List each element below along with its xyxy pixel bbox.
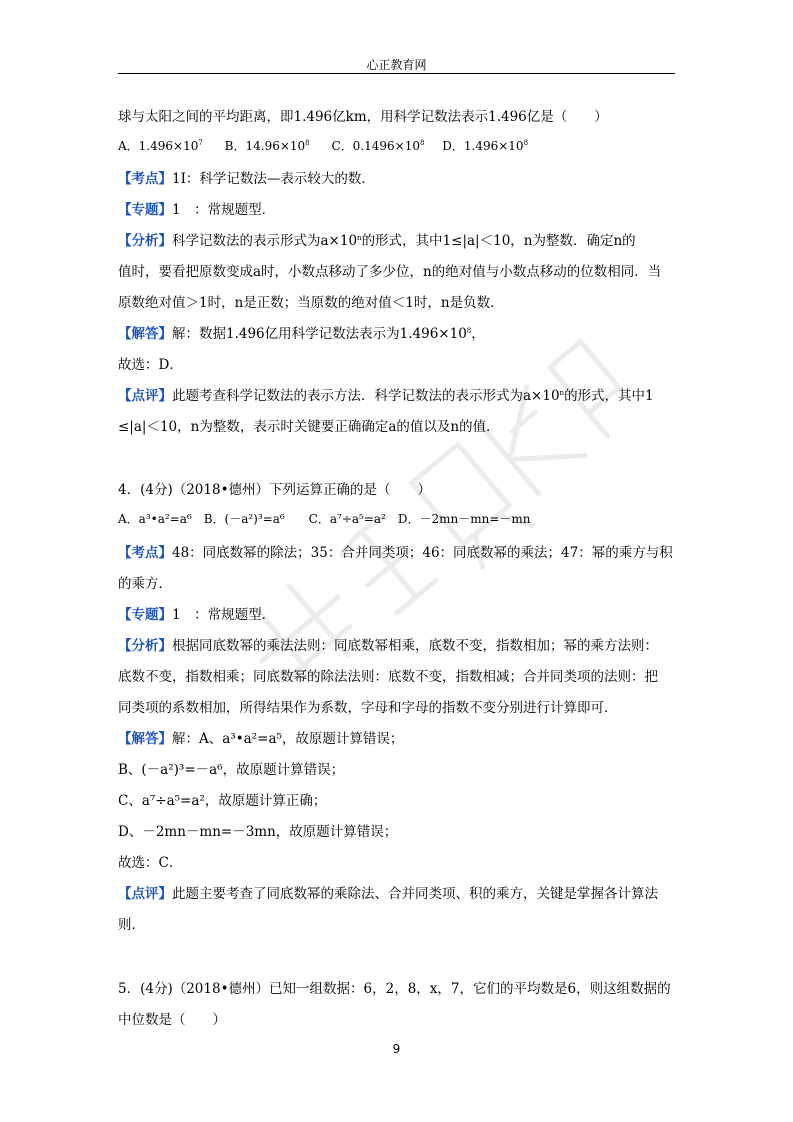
q3-fenxi-line-2: 值时，要看把原数变成a时，小数点移动了多少位，n的绝对值与小数点移动的位数相同．当 bbox=[118, 264, 662, 280]
q3-jieda: 【解答】解：数据1.496亿用科学记数法表示为$1.496\times 10^8$， bbox=[118, 326, 485, 342]
q3-fenxi-line-1: 【分析】科学记数法的表示形式为$a\times 10^n$的形式，其中1≤|a|＜10，n为整数．确定n的 bbox=[118, 233, 636, 249]
q4-jieda-a: 【解答】解：A、a³•a²=a⁵，故原题计算错误； bbox=[118, 731, 404, 747]
kaodian-tag: 【考点】 bbox=[118, 545, 172, 561]
q3-fenxi-line-3: 原数绝对值＞1时，n是正数；当原数的绝对值＜1时，n是负数． bbox=[118, 295, 504, 311]
q4-jieda-c: C、a⁷÷a⁵=a²，故原题计算正确； bbox=[118, 793, 327, 809]
fenxi-tag: 【分析】 bbox=[118, 233, 172, 249]
zhuanti-tag: 【专题】 bbox=[118, 202, 172, 218]
q4-dianping-line-1: 【点评】此题主要考查了同底数幂的乘除法、合并同类项、积的乘方，关键是掌握各计算法 bbox=[118, 886, 658, 902]
fenxi-tag: 【分析】 bbox=[118, 638, 172, 654]
q5-stem-line-1: 5．(4分)（2018•德州）已知一组数据：6，2，8，x，7，它们的平均数是6，则这组数据的 bbox=[118, 981, 671, 997]
q4-stem: 4．(4分)（2018•德州）下列运算正确的是（ ） bbox=[118, 482, 432, 498]
q3-option-a: A．$1.496\times 10^7$ bbox=[118, 139, 203, 153]
zhuanti-tag: 【专题】 bbox=[118, 607, 172, 623]
q4-jieda-b: B、(－a²)³=－a⁶，故原题计算错误； bbox=[118, 762, 345, 778]
page-header: 心正教育网 bbox=[366, 58, 427, 72]
dianping-tag: 【点评】 bbox=[118, 886, 172, 902]
q4-dianping-line-2: 则． bbox=[118, 917, 145, 933]
q4-fenxi-line-2: 底数不变，指数相乘；同底数幂的除法法则：底数不变，指数相减；合并同类项的法则：把 bbox=[118, 669, 658, 685]
q3-dianping-line-1: 【点评】此题考查科学记数法的表示方法．科学记数法的表示形式为$a\times 10^n$的形式，其中1 bbox=[118, 388, 654, 404]
q3-guxuan: 故选：D． bbox=[118, 357, 183, 373]
q3-zhuanti: 【专题】1 ：常规题型． bbox=[118, 202, 276, 218]
jieda-tag: 【解答】 bbox=[118, 731, 172, 747]
q4-fenxi-line-1: 【分析】根据同底数幂的乘法法则：同底数幂相乘，底数不变，指数相加；幂的乘方法则： bbox=[118, 638, 658, 654]
q3-stem: 球与太阳之间的平均距离，即1.496亿km，用科学记数法表示1.496亿是（ ） bbox=[118, 109, 608, 125]
q4-jieda-d: D、－2mn－mn=－3mn，故原题计算错误； bbox=[118, 824, 398, 840]
q3-option-c: C．$0.1496\times 10^8$ bbox=[331, 139, 425, 153]
q4-options: A．a³•a²=a⁶ B．(－a²)³=a⁶ C．a⁷÷a⁵=a² D．－2mn－mn=－mn bbox=[118, 512, 531, 526]
q4-kaodian-line-1: 【考点】48：同底数幂的除法；35：合并同类项；46：同底数幂的乘法；47：幂的乘方与积 bbox=[118, 545, 673, 561]
page-number: 9 bbox=[392, 1042, 401, 1056]
header-rule bbox=[118, 73, 675, 74]
q5-stem-line-2: 中位数是（ ） bbox=[118, 1012, 226, 1028]
dianping-tag: 【点评】 bbox=[118, 388, 172, 404]
kaodian-tag: 【考点】 bbox=[118, 171, 172, 187]
q4-fenxi-line-3: 同类项的系数相加，所得结果作为系数，字母和字母的指数不变分别进行计算即可． bbox=[118, 700, 618, 716]
q4-kaodian-line-2: 的乘方． bbox=[118, 576, 172, 592]
q3-dianping-line-2: ≤|a|＜10，n为整数，表示时关键要正确确定a的值以及n的值． bbox=[118, 419, 500, 435]
q3-option-b: B．$14.96\times 10^8$ bbox=[224, 139, 310, 153]
q3-option-d: D．$1.496\times 10^8$ bbox=[442, 139, 529, 153]
q3-kaodian: 【考点】1I：科学记数法—表示较大的数． bbox=[118, 171, 375, 187]
q4-guxuan: 故选：C． bbox=[118, 855, 183, 871]
q4-zhuanti: 【专题】1 ：常规题型． bbox=[118, 607, 276, 623]
q3-options bbox=[118, 137, 528, 154]
jieda-tag: 【解答】 bbox=[118, 326, 172, 342]
